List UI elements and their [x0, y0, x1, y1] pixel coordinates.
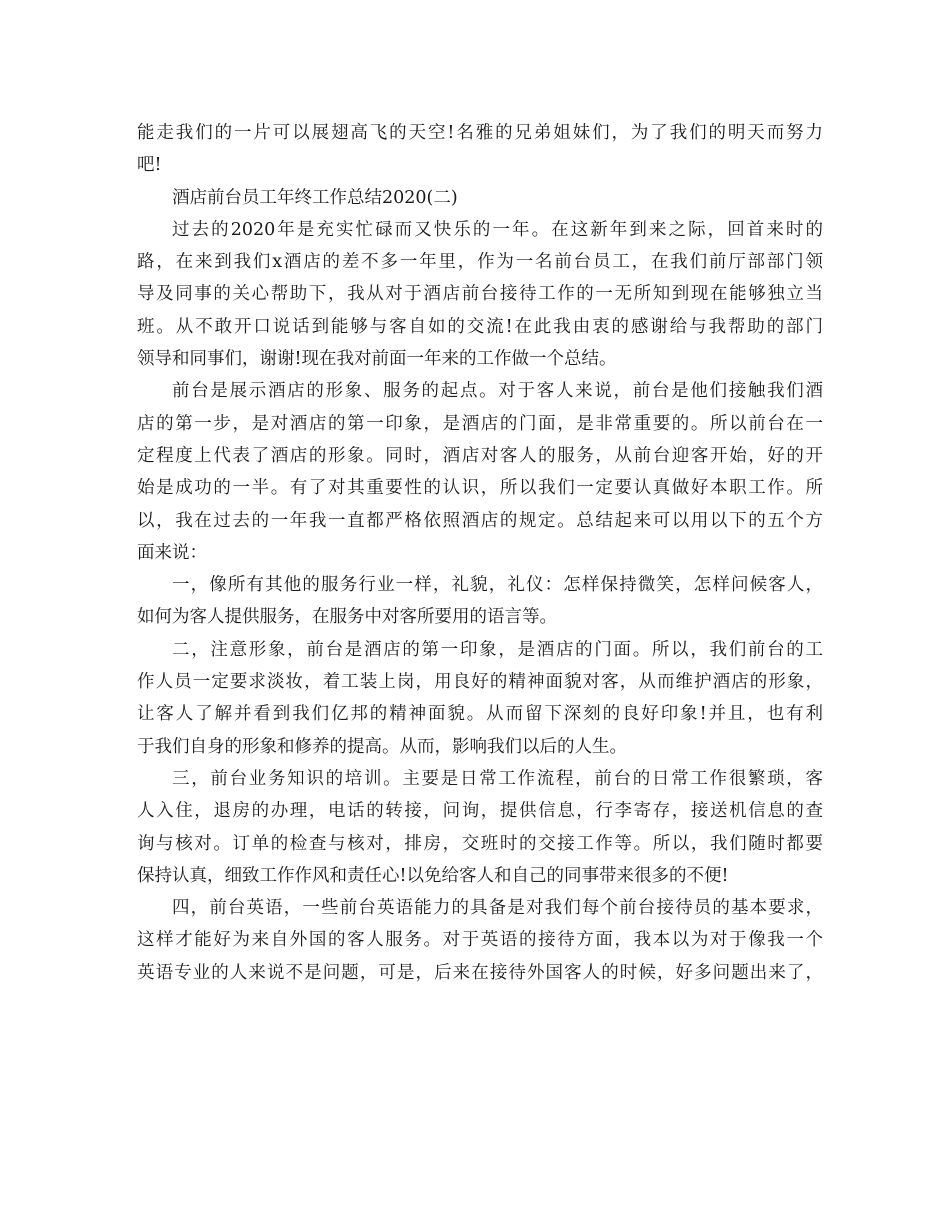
text-line: 如何为客人提供服务，在服务中对客所要用的语言等。	[137, 607, 557, 628]
text-line: 以，我在过去的一年我一直都严格依照酒店的规定。总结起来可以用以下的五个方	[137, 510, 823, 531]
text-line: 四，前台英语，一些前台英语能力的具备是对我们每个前台接待员的基本要求，	[172, 898, 823, 919]
text-line: 让客人了解并看到我们亿邦的精神面貌。从而留下深刻的良好印象!并且，也有利	[137, 704, 823, 725]
text-line: 三，前台业务知识的培训。主要是日常工作流程，前台的日常工作很繁琐，客	[172, 768, 823, 789]
text-line: 面来说：	[137, 542, 207, 563]
text-line: 始是成功的一半。有了对其重要性的认识，所以我们一定要认真做好本职工作。所	[137, 478, 823, 499]
text-line: 英语专业的人来说不是问题，可是，后来在接待外国客人的时候，好多问题出来了，	[137, 962, 823, 983]
text-line: 于我们自身的形象和修养的提高。从而，影响我们以后的人生。	[137, 736, 627, 757]
text-line: 导及同事的关心帮助下，我从对于酒店前台接待工作的一无所知到现在能够独立当	[137, 284, 823, 305]
text-line: 前台是展示酒店的形象、服务的起点。对于客人来说，前台是他们接触我们酒	[172, 381, 823, 402]
text-line: 领导和同事们，谢谢!现在我对前面一年来的工作做一个总结。	[137, 349, 617, 370]
text-line: 一，像所有其他的服务行业一样，礼貌，礼仪：怎样保持微笑，怎样问候客人，	[172, 575, 823, 596]
text-line: 过去的2020年是充实忙碌而又快乐的一年。在这新年到来之际，回首来时的	[172, 219, 823, 240]
text-line: 人入住，退房的办理，电话的转接，问询，提供信息，行李寄存，接送机信息的查	[137, 801, 823, 822]
text-line: 店的第一步，是对酒店的第一印象，是酒店的门面，是非常重要的。所以前台在一	[137, 413, 823, 434]
text-line: 这样才能好为来自外国的客人服务。对于英语的接待方面，我本以为对于像我一个	[137, 930, 823, 951]
text-line: 酒店前台员工年终工作总结2020(二)	[172, 187, 458, 208]
text-line: 作人员一定要求淡妆，着工装上岗，用良好的精神面貌对客，从而维护酒店的形象，	[137, 672, 823, 693]
text-line: 定程度上代表了酒店的形象。同时，酒店对客人的服务，从前台迎客开始，好的开	[137, 445, 823, 466]
text-line: 班。从不敢开口说话到能够与客自如的交流!在此我由衷的感谢给与我帮助的部门	[137, 316, 823, 337]
document-body	[137, 117, 823, 989]
text-line: 能走我们的一片可以展翅高飞的天空!名雅的兄弟姐妹们，为了我们的明天而努力	[137, 123, 823, 143]
text-line: 二，注意形象，前台是酒店的第一印象，是酒店的门面。所以，我们前台的工	[172, 639, 823, 660]
text-line: 吧!	[137, 155, 162, 176]
text-line: 询与核对。订单的检查与核对，排房，交班时的交接工作等。所以，我们随时都要	[137, 833, 823, 854]
text-line: 保持认真，细致工作作风和责任心!以免给客人和自己的同事带来很多的不便!	[137, 865, 729, 886]
text-line: 路，在来到我们x酒店的差不多一年里，作为一名前台员工，在我们前厅部部门领	[137, 252, 823, 273]
